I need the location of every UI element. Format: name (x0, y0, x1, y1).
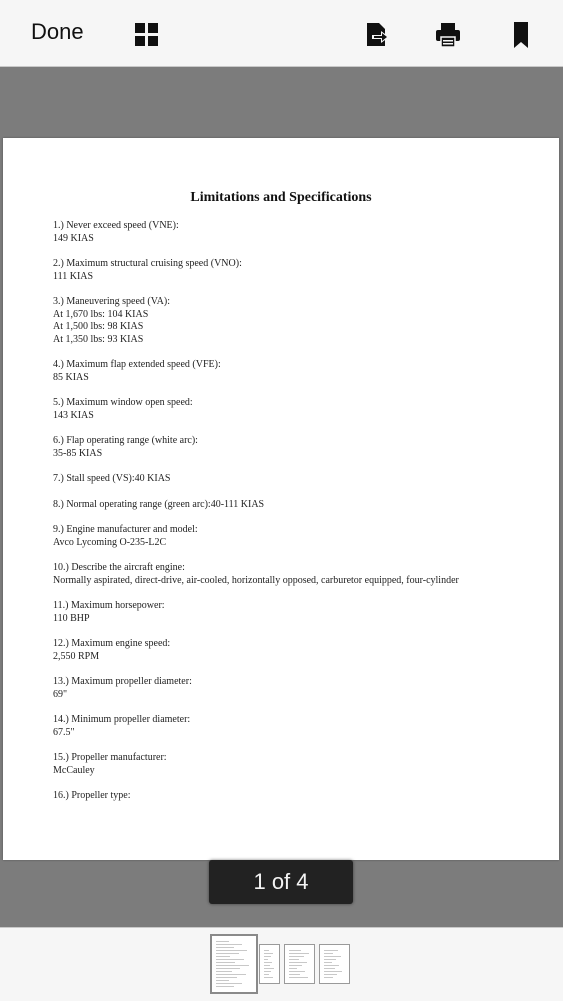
spec-item (53, 220, 553, 245)
spec-question: 1.) Never exceed speed (VNE): (53, 220, 179, 231)
spec-answer: 143 KIAS (53, 409, 94, 421)
thumbnail-text-line (216, 947, 234, 948)
spec-answer: Avco Lycoming O-235-L2C (53, 536, 167, 548)
spec-question: 7.) Stall speed (VS):40 KIAS (53, 473, 171, 484)
thumbnail-text-line (264, 974, 269, 975)
thumbnail-bar (0, 927, 563, 1001)
spec-item (53, 397, 553, 422)
page-thumbnail-1[interactable] (210, 934, 258, 994)
thumbnail-text-line (324, 950, 338, 951)
spec-item (53, 790, 553, 803)
top-toolbar (0, 0, 563, 67)
document-title: Limitations and Specifications (190, 190, 372, 205)
thumbnail-text-line (289, 950, 301, 951)
spec-item (53, 752, 553, 777)
thumbnail-text-line (324, 977, 333, 978)
thumbnail-text-line (216, 956, 230, 957)
thumbnail-text-line (216, 971, 232, 972)
share-export-icon[interactable] (364, 20, 392, 50)
spec-item (53, 600, 553, 625)
document-page (3, 138, 559, 860)
thumbnail-text-line (289, 962, 307, 963)
thumbnail-text-line (324, 962, 332, 963)
spec-question: 9.) Engine manufacturer and model: (53, 524, 198, 535)
spec-answer: 110 BHP (53, 612, 90, 624)
spec-answer: At 1,670 lbs: 104 KIAS (53, 308, 149, 320)
thumbnail-text-line (289, 956, 304, 957)
thumbnail-text-line (289, 959, 299, 960)
spec-item (53, 473, 553, 486)
thumbnail-text-line (216, 968, 240, 969)
spec-question: 10.) Describe the aircraft engine: (53, 562, 185, 573)
thumbnail-text-line (324, 965, 339, 966)
thumbnail-text-line (264, 956, 271, 957)
thumbnail-text-line (289, 953, 309, 954)
page-thumbnail-2[interactable] (259, 944, 280, 984)
spec-item (53, 435, 553, 460)
spec-answer: 67.5" (53, 726, 75, 738)
spec-question: 12.) Maximum engine speed: (53, 638, 171, 649)
done-button[interactable]: Done (31, 19, 84, 44)
thumbnail-text-line (324, 953, 333, 954)
thumbnail-text-line (264, 953, 273, 954)
spec-item (53, 676, 553, 701)
document-body (53, 220, 553, 816)
thumbnail-text-line (216, 953, 239, 954)
thumbnail-text-line (324, 959, 336, 960)
thumbnail-text-line (216, 974, 246, 975)
thumbnail-text-line (324, 971, 342, 972)
spec-answer: Normally aspirated, direct-drive, air-cooled, horizontally opposed, carburetor equipped, four-cylinder (53, 574, 459, 586)
spec-question: 4.) Maximum flap extended speed (VFE): (53, 359, 221, 370)
spec-answer: 35-85 KIAS (53, 447, 103, 459)
spec-answer: At 1,350 lbs: 93 KIAS (53, 333, 144, 345)
thumbnail-text-line (324, 974, 337, 975)
thumbnail-text-line (264, 971, 271, 972)
thumbnail-text-line (216, 977, 237, 978)
page-indicator: 1 of 4 (209, 860, 353, 904)
thumbnail-text-line (289, 971, 305, 972)
spec-question: 3.) Maneuvering speed (VA): (53, 296, 171, 307)
spec-question: 2.) Maximum structural cruising speed (VNO): (53, 258, 242, 269)
thumbnail-text-line (216, 980, 229, 981)
thumbnail-text-line (324, 968, 335, 969)
spec-answer: 111 KIAS (53, 270, 94, 282)
spec-question: 16.) Propeller type: (53, 790, 131, 801)
spec-question: 8.) Normal operating range (green arc):40-111 KIAS (53, 498, 265, 510)
spec-answer: McCauley (53, 764, 95, 776)
spec-answer: 69" (53, 688, 68, 700)
spec-answer: 85 KIAS (53, 371, 89, 383)
thumbnail-text-line (264, 950, 269, 951)
spec-item (53, 524, 553, 549)
thumbnail-text-line (289, 977, 308, 978)
page-thumbnail-3[interactable] (284, 944, 315, 984)
spec-question: 14.) Minimum propeller diameter: (53, 714, 191, 725)
spec-answer: At 1,500 lbs: 98 KIAS (53, 321, 144, 332)
spec-item (53, 562, 553, 587)
thumbnail-text-line (216, 983, 242, 984)
print-icon[interactable] (434, 20, 462, 50)
thumbnail-text-line (324, 956, 341, 957)
thumbnail-text-line (216, 944, 242, 945)
thumbnail-text-line (264, 977, 273, 978)
spec-item (53, 296, 553, 346)
spec-question: 6.) Flap operating range (white arc): (53, 435, 198, 446)
spec-question: 5.) Maximum window open speed: (53, 397, 193, 408)
bookmark-icon[interactable] (508, 20, 536, 50)
spec-item (53, 714, 553, 739)
spec-item (53, 359, 553, 384)
thumbnail-text-line (289, 968, 297, 969)
thumbnail-text-line (289, 965, 302, 966)
thumbnail-text-line (289, 974, 300, 975)
spec-question: 15.) Propeller manufacturer: (53, 752, 167, 763)
thumbnail-text-line (264, 959, 268, 960)
spec-answer: 149 KIAS (53, 232, 94, 244)
thumbnail-text-line (216, 962, 235, 963)
spec-item (53, 499, 553, 512)
spec-question: 11.) Maximum horsepower: (53, 600, 165, 611)
grid-view-icon[interactable] (133, 20, 161, 50)
thumbnail-text-line (264, 962, 272, 963)
page-thumbnail-4[interactable] (319, 944, 350, 984)
spec-item (53, 638, 553, 663)
spec-item (53, 258, 553, 283)
thumbnail-text-line (216, 986, 234, 987)
spec-answer: 2,550 RPM (53, 650, 100, 662)
thumbnail-text-line (264, 965, 270, 966)
spec-question: 13.) Maximum propeller diameter: (53, 676, 192, 687)
thumbnail-text-line (216, 950, 247, 951)
thumbnail-text-line (216, 959, 244, 960)
thumbnail-text-line (216, 941, 229, 942)
thumbnail-text-line (264, 968, 274, 969)
thumbnail-text-line (216, 965, 249, 966)
